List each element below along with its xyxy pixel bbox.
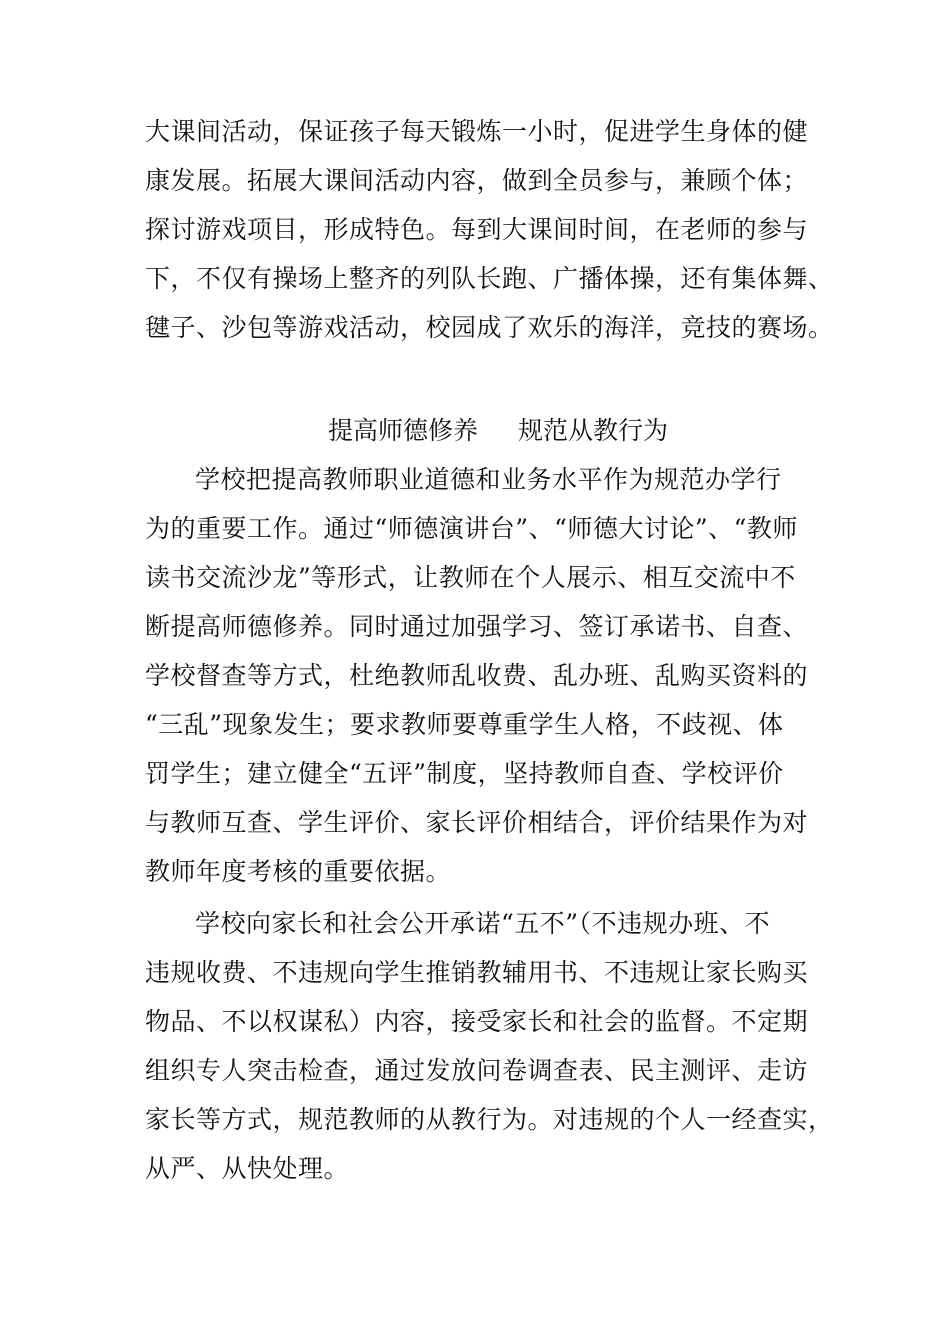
paragraph-3-line-1: 学校向家长和社会公开承诺“五不”（不违规办班、不 — [195, 909, 771, 938]
paragraph-1-line-4: 下，不仅有操场上整齐的列队长跑、广播体操，还有集体舞、 — [145, 264, 834, 293]
paragraph-2-line-3: 读书交流沙龙”等形式，让教师在个人展示、相互交流中不 — [145, 563, 796, 592]
paragraph-3-line-4: 组织专人突击检查，通过发放问卷调查表、民主测评、走访 — [145, 1056, 809, 1085]
paragraph-2-line-5: 学校督查等方式，杜绝教师乱收费、乱办班、乱购买资料的 — [145, 661, 809, 690]
paragraph-1-line-3: 探讨游戏项目，形成特色。每到大课间时间，在老师的参与 — [145, 215, 809, 244]
paragraph-1-line-2: 康发展。拓展大课间活动内容，做到全员参与，兼顾个体； — [145, 166, 809, 195]
paragraph-3-line-2: 违规收费、不违规向学生推销教辅用书、不违规让家长购买 — [145, 958, 809, 987]
paragraph-2-line-9: 教师年度考核的重要依据。 — [145, 857, 452, 886]
paragraph-2-line-1: 学校把提高教师职业道德和业务水平作为规范办学行 — [195, 465, 782, 494]
section-heading-part-2: 规范从教行为 — [518, 416, 669, 445]
paragraph-1-line-1: 大课间活动，保证孩子每天锻炼一小时，促进学生身体的健 — [145, 117, 809, 146]
section-heading — [328, 416, 668, 446]
paragraph-2-line-2: 为的重要工作。通过“师德演讲台”、“师德大讨论”、“教师 — [145, 514, 798, 543]
paragraph-2-line-7: 罚学生；建立健全“五评”制度，坚持教师自查、学校评价 — [145, 759, 784, 788]
paragraph-2-line-8: 与教师互查、学生评价、家长评价相结合，评价结果作为对 — [145, 808, 809, 837]
paragraph-3-line-5: 家长等方式，规范教师的从教行为。对违规的个人一经查实， — [145, 1105, 834, 1134]
paragraph-3-line-6: 从严、从快处理。 — [145, 1154, 350, 1183]
paragraph-2-line-4: 断提高师德修养。同时通过加强学习、签订承诺书、自查、 — [145, 612, 809, 641]
paragraph-3-line-3: 物品、不以权谋私）内容，接受家长和社会的监督。不定期 — [145, 1007, 809, 1036]
section-heading-part-1: 提高师德修养 — [328, 416, 479, 445]
paragraph-1-line-5: 毽子、沙包等游戏活动，校园成了欢乐的海洋，竞技的赛场。 — [145, 313, 834, 342]
paragraph-2-line-6: “三乱”现象发生；要求教师要尊重学生人格，不歧视、体 — [145, 710, 784, 739]
